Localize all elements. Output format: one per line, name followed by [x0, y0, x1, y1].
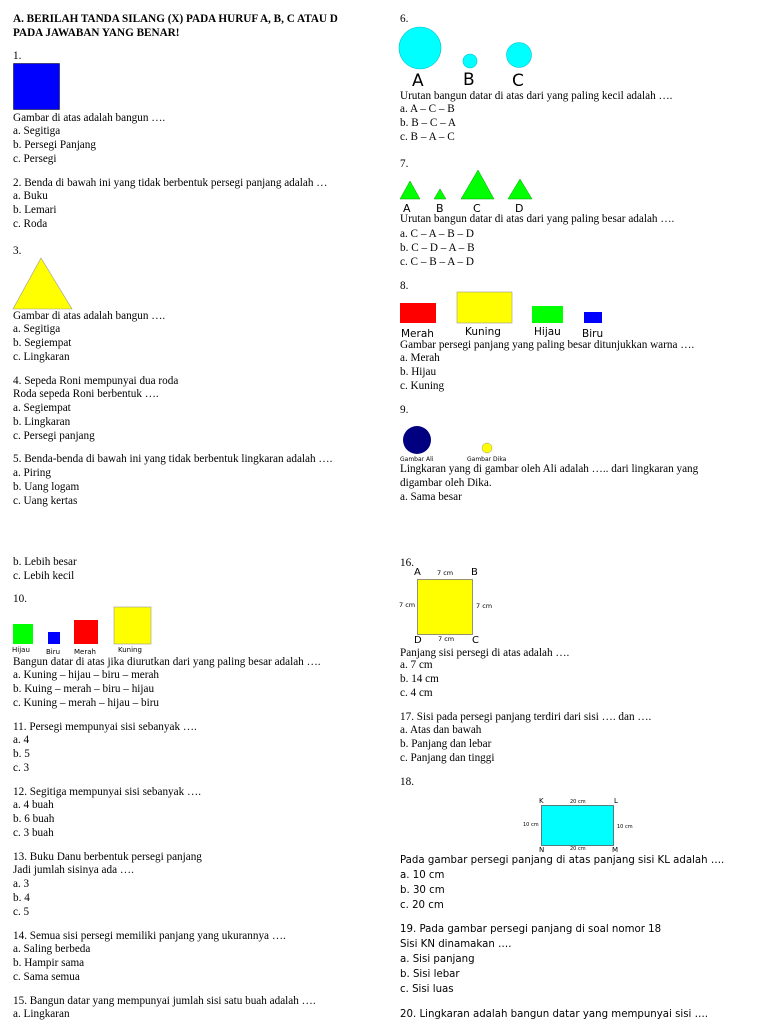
q1-option-b[interactable]: b. Persegi Panjang: [13, 139, 96, 151]
q8-option-a[interactable]: a. Merah: [400, 352, 440, 364]
q5-option-c[interactable]: c. Uang kertas: [13, 495, 78, 507]
q1-question: Gambar di atas adalah bangun ….: [13, 112, 166, 124]
q18-corner-l: L: [614, 797, 618, 805]
q19-option-b[interactable]: b. Sisi lebar: [400, 969, 460, 980]
q6-option-b[interactable]: b. B – C – A: [400, 117, 456, 129]
q7-label-d: D: [515, 202, 524, 215]
q7-triangles: [399, 169, 534, 203]
q7-question: Urutan bangun datar di atas dari yang paling besar adalah ….: [400, 213, 675, 225]
q17-option-a[interactable]: a. Atas dan bawah: [400, 724, 482, 736]
q2-option-b[interactable]: b. Lemari: [13, 204, 57, 216]
q14-option-c[interactable]: c. Sama semua: [13, 971, 80, 983]
q4-question: 4. Sepeda Roni mempunyai dua roda: [13, 375, 179, 387]
q18-question: Pada gambar persegi panjang di atas panjang sisi KL adalah ….: [400, 855, 725, 866]
q4-question-2: Roda sepeda Roni berbentuk ….: [13, 388, 159, 400]
q8-label-hijau: Hijau: [534, 326, 561, 338]
q11-option-c[interactable]: c. 3: [13, 762, 30, 774]
q8-label-merah: Merah: [401, 328, 434, 340]
q11-question: 11. Persegi mempunyai sisi sebanyak ….: [13, 721, 197, 733]
q9-number: 9.: [400, 404, 409, 416]
q19-option-a[interactable]: a. Sisi panjang: [400, 954, 475, 965]
q18-side-top: 20 cm: [570, 799, 586, 805]
q3-option-b[interactable]: b. Segiempat: [13, 337, 72, 349]
q5-option-b[interactable]: b. Uang logam: [13, 481, 80, 493]
header-line-1: A. BERILAH TANDA SILANG (X) PADA HURUF A, B, C ATAU D: [13, 13, 338, 25]
q4-option-c[interactable]: c. Persegi panjang: [13, 430, 95, 442]
q9-question: Lingkaran yang di gambar oleh Ali adalah ….. dari lingkaran yang: [400, 463, 699, 475]
q19-question: 19. Pada gambar persegi panjang di soal nomor 18: [400, 924, 662, 935]
q18-corner-n: N: [539, 846, 545, 854]
q6-option-a[interactable]: a. A – C – B: [400, 103, 455, 115]
q3-option-c[interactable]: c. Lingkaran: [13, 351, 70, 363]
q16-option-c[interactable]: c. 4 cm: [400, 687, 433, 699]
q1-option-c[interactable]: c. Persegi: [13, 153, 57, 165]
q12-question: 12. Segitiga mempunyai sisi sebanyak ….: [13, 786, 201, 798]
q7-triangle-a: [400, 181, 420, 199]
q16-side-bottom: 7 cm: [438, 635, 455, 643]
q6-circle-a: [399, 27, 441, 69]
q8-green-rect: [532, 306, 563, 323]
q4-option-b[interactable]: b. Lingkaran: [13, 416, 71, 428]
q9-option-b[interactable]: b. Lebih besar: [13, 556, 77, 568]
q8-red-rect: [400, 303, 436, 323]
q14-question: 14. Semua sisi persegi memiliki panjang yang ukurannya ….: [13, 930, 286, 942]
q9-question-2: digambar oleh Dika.: [400, 477, 492, 489]
q15-option-a[interactable]: a. Lingkaran: [13, 1008, 70, 1020]
q6-number: 6.: [400, 13, 409, 25]
q3-option-a[interactable]: a. Segitiga: [13, 323, 61, 335]
q10-shapes: [13, 606, 153, 646]
q7-label-b: B: [436, 202, 444, 215]
q6-question: Urutan bangun datar di atas dari yang paling kecil adalah ….: [400, 90, 673, 102]
q9-option-c[interactable]: c. Lebih kecil: [13, 570, 75, 582]
q9-option-a[interactable]: a. Sama besar: [400, 491, 462, 503]
q18-number: 18.: [400, 776, 414, 788]
q8-option-c[interactable]: c. Kuning: [400, 380, 445, 392]
q2-option-a[interactable]: a. Buku: [13, 190, 48, 202]
q14-option-a[interactable]: a. Saling berbeda: [13, 943, 91, 955]
q10-option-a[interactable]: a. Kuning – hijau – biru – merah: [13, 669, 160, 681]
q9-yellow-circle: [482, 443, 492, 453]
q10-number: 10.: [13, 593, 27, 605]
q18-side-left: 10 cm: [523, 822, 539, 828]
q18-option-b[interactable]: b. 30 cm: [400, 885, 445, 896]
q1-blue-square: [13, 63, 61, 111]
q16-option-b[interactable]: b. 14 cm: [400, 673, 439, 685]
q9-label-ali: Gambar Ali: [400, 456, 434, 463]
q13-question: 13. Buku Danu berbentuk persegi panjang: [13, 851, 202, 863]
q19-question-2: Sisi KN dinamakan ….: [400, 939, 512, 950]
q16-corner-b: B: [471, 567, 478, 578]
q12-option-a[interactable]: a. 4 buah: [13, 799, 54, 811]
q16-option-a[interactable]: a. 7 cm: [400, 659, 433, 671]
q10-label-biru: Biru: [46, 648, 61, 656]
q7-label-a: A: [403, 202, 411, 215]
q10-question: Bangun datar di atas jika diurutkan dari yang paling besar adalah ….: [13, 656, 321, 668]
q7-triangle-d: [508, 179, 532, 199]
q3-number: 3.: [13, 245, 22, 257]
q7-option-a[interactable]: a. C – A – B – D: [400, 228, 474, 240]
q17-question: 17. Sisi pada persegi panjang terdiri dari sisi …. dan ….: [400, 711, 652, 723]
q13-option-b[interactable]: b. 4: [13, 892, 30, 904]
q10-green-square: [13, 624, 33, 644]
q10-label-merah: Merah: [74, 648, 96, 656]
q18-side-bottom: 20 cm: [570, 846, 586, 852]
q10-option-c[interactable]: c. Kuning – merah – hijau – biru: [13, 697, 160, 709]
q8-number: 8.: [400, 280, 409, 292]
q16-question: Panjang sisi persegi di atas adalah ….: [400, 647, 570, 659]
q6-label-a: A: [412, 71, 424, 91]
q8-yellow-rect: [457, 292, 512, 323]
header-line-2: PADA JAWABAN YANG BENAR!: [13, 27, 180, 39]
q18-corner-m: M: [612, 846, 619, 854]
q18-option-c[interactable]: c. 20 cm: [400, 900, 444, 911]
q10-blue-square: [48, 632, 60, 644]
q3-yellow-triangle: [12, 257, 74, 312]
q12-option-b[interactable]: b. 6 buah: [13, 813, 55, 825]
q9-navy-circle: [403, 426, 431, 454]
q8-option-b[interactable]: b. Hijau: [400, 366, 437, 378]
q7-triangle-b: [434, 189, 446, 199]
q11-option-a[interactable]: a. 4: [13, 734, 30, 746]
q13-option-c[interactable]: c. 5: [13, 906, 30, 918]
q16-corner-c: C: [472, 635, 479, 646]
q8-question: Gambar persegi panjang yang paling besar ditunjukkan warna ….: [400, 339, 695, 351]
q3-question: Gambar di atas adalah bangun ….: [13, 310, 166, 322]
q6-circles: [399, 24, 539, 74]
q17-option-b[interactable]: b. Panjang dan lebar: [400, 738, 492, 750]
q14-option-b[interactable]: b. Hampir sama: [13, 957, 85, 969]
q18-side-right: 10 cm: [617, 824, 633, 830]
q7-number: 7.: [400, 158, 409, 170]
q6-circle-c: [507, 43, 532, 68]
q6-option-c[interactable]: c. B – A – C: [400, 131, 455, 143]
q9-circles: [402, 425, 497, 457]
q16-side-left: 7 cm: [399, 601, 416, 609]
q16-yellow-square: [417, 579, 475, 637]
q12-option-c[interactable]: c. 3 buah: [13, 827, 54, 839]
q16-side-right: 7 cm: [476, 602, 493, 610]
q18-cyan-rectangle: [541, 805, 616, 847]
q10-yellow-square: [114, 607, 151, 644]
q8-label-kuning: Kuning: [465, 326, 501, 338]
q15-question: 15. Bangun datar yang mempunyai jumlah sisi satu buah adalah ….: [13, 995, 316, 1007]
q10-label-hijau: Hijau: [12, 646, 30, 654]
q18-option-a[interactable]: a. 10 cm: [400, 870, 445, 881]
q10-label-kuning: Kuning: [118, 646, 142, 654]
q1-number: 1.: [13, 50, 22, 62]
q7-label-c: C: [473, 202, 481, 215]
q6-circle-b: [463, 54, 477, 68]
q10-option-b[interactable]: b. Kuing – merah – biru – hijau: [13, 683, 155, 695]
q16-corner-d: D: [414, 635, 422, 646]
q7-triangle-c: [461, 170, 494, 199]
q6-label-c: C: [512, 71, 524, 91]
q8-rectangles: [399, 291, 604, 326]
q7-option-b[interactable]: b. C – D – A – B: [400, 242, 475, 254]
q2-option-c[interactable]: c. Roda: [13, 218, 48, 230]
q16-side-top: 7 cm: [437, 569, 454, 577]
q6-label-b: B: [463, 70, 475, 90]
q13-question-2: Jadi jumlah sisinya ada ….: [13, 864, 134, 876]
q1-option-a[interactable]: a. Segitiga: [13, 125, 61, 137]
q10-red-square: [74, 620, 98, 644]
q20-question: 20. Lingkaran adalah bangun datar yang mempunyai sisi ….: [400, 1009, 709, 1020]
q18-corner-k: K: [539, 797, 544, 805]
q2-question: 2. Benda di bawah ini yang tidak berbentuk persegi panjang adalah …: [13, 177, 328, 189]
q8-label-biru: Biru: [582, 328, 604, 340]
q17-option-c[interactable]: c. Panjang dan tinggi: [400, 752, 495, 764]
q5-question: 5. Benda-benda di bawah ini yang tidak berbentuk lingkaran adalah ….: [13, 453, 333, 465]
q7-option-c[interactable]: c. C – B – A – D: [400, 256, 474, 268]
q19-option-c[interactable]: c. Sisi luas: [400, 984, 454, 995]
q9-label-dika: Gambar Dika: [467, 456, 507, 463]
q5-option-a[interactable]: a. Piring: [13, 467, 51, 479]
q8-blue-rect: [584, 312, 602, 323]
q11-option-b[interactable]: b. 5: [13, 748, 30, 760]
q4-option-a[interactable]: a. Segiempat: [13, 402, 71, 414]
q16-number: 16.: [400, 557, 414, 569]
q13-option-a[interactable]: a. 3: [13, 878, 30, 890]
q16-corner-a: A: [414, 567, 421, 578]
